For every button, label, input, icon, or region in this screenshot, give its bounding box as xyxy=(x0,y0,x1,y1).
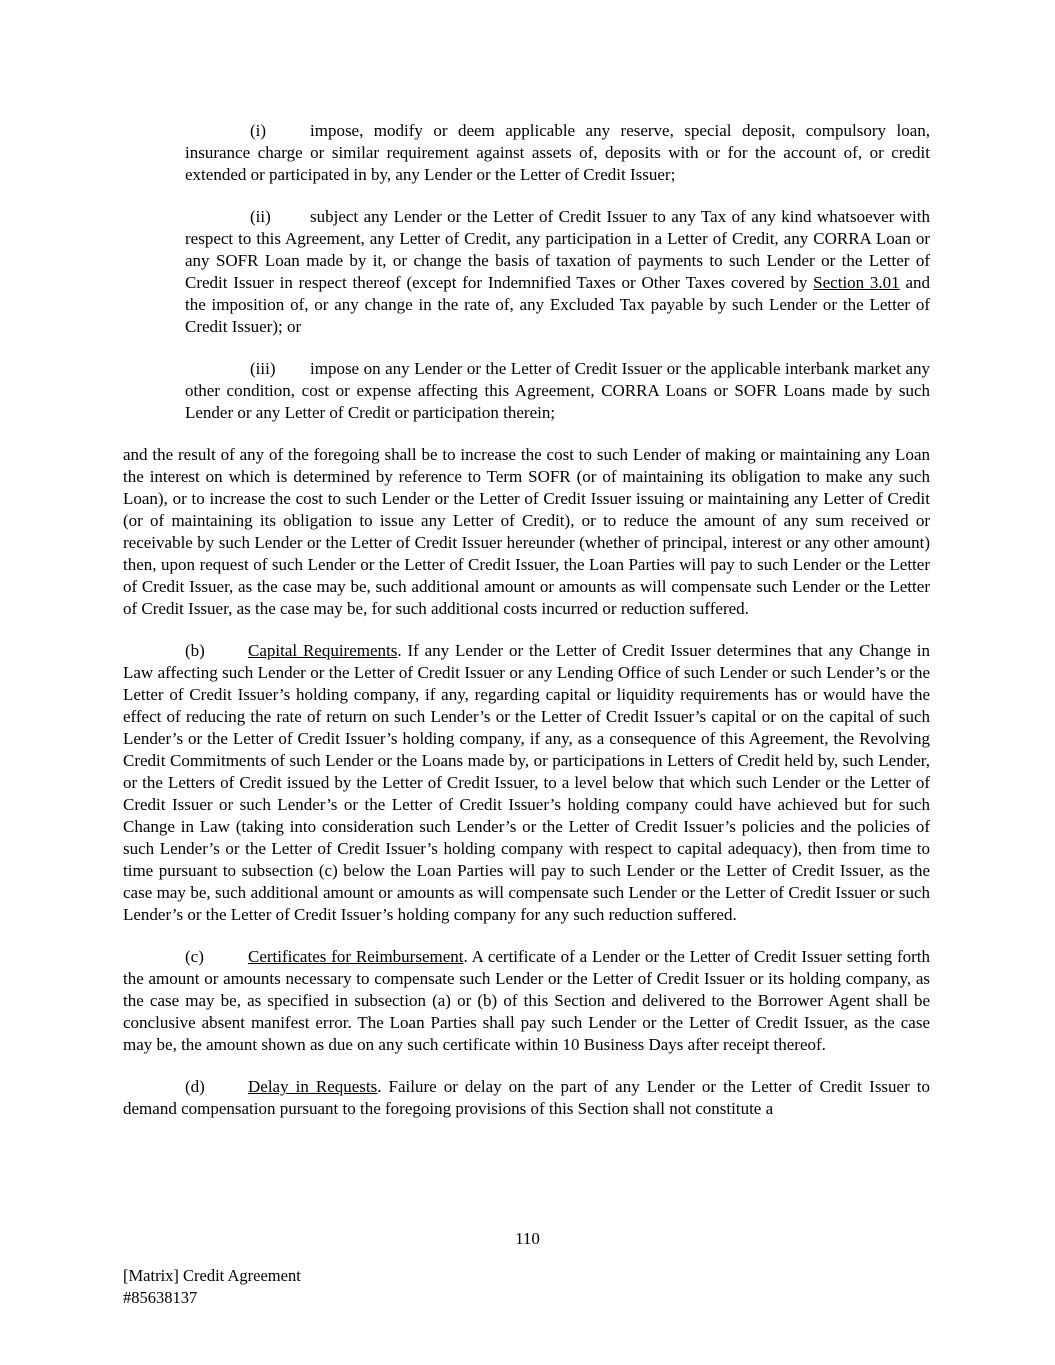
paragraph-label: (iii) xyxy=(250,359,276,378)
paragraph-text: and the imposition of, or any change in the rate of, any Excluded Tax payable by such Lender or the Letter of Credit Issuer); or xyxy=(185,273,931,336)
document-footer xyxy=(123,1265,301,1309)
paragraph-text: subject any Lender or the Letter of Credit Issuer to any Tax of any kind whatsoever with respect to this Agreement, any Letter of Credit, any participation in a Letter of Credit, any CORRA Loan or any SOFR Loan made by it, or change the basis of taxation of payments to such Lender or the Letter of Credit Issuer in respect thereof (except for Indemnified Taxes or Other Taxes covered by xyxy=(185,207,930,292)
underlined-text: Delay in Requests xyxy=(248,1077,378,1096)
paragraph-label: (b) xyxy=(185,641,205,660)
document-body xyxy=(123,120,930,1140)
paragraph-text: . A certificate of a Lender or the Letter of Credit Issuer setting forth the amount or amounts necessary to compensate such Lender or the Letter of Credit Issuer or its holding company, as the case may be, as specified in subsection (a) or (b) of this Section and delivered to the Borrower Agent shall be conclusive absent manifest error. The Loan Parties shall pay such Lender or the Letter of Credit Issuer, as the case may be, the amount shown as due on any such certificate within 10 Business Days after receipt thereof. xyxy=(123,947,930,1054)
paragraph-b xyxy=(123,640,930,926)
paragraph-c xyxy=(123,946,930,1056)
paragraph-ii xyxy=(185,206,930,338)
paragraph-label: (c) xyxy=(185,947,204,966)
paragraph-label: (d) xyxy=(185,1077,205,1096)
paragraph-d xyxy=(123,1076,930,1120)
paragraph-text: impose, modify or deem applicable any reserve, special deposit, compulsory loan, insurance charge or similar requirement against assets of, deposits with or for the account of, or credit extended or participated in by, any Lender or the Letter of Credit Issuer; xyxy=(185,121,930,184)
footer-doc-title: [Matrix] Credit Agreement xyxy=(123,1266,301,1285)
underlined-text: Certificates for Reimbursement xyxy=(248,947,464,966)
paragraph-text: . Failure or delay on the part of any Lender or the Letter of Credit Issuer to demand compensation pursuant to the foregoing provisions of this Section shall not constitute a xyxy=(123,1077,931,1118)
underlined-text: Section 3.01 xyxy=(813,273,900,292)
paragraph-text: and the result of any of the foregoing shall be to increase the cost to such Lender of making or maintaining any Loan the interest on which is determined by reference to Term SOFR (or of maintaining its obligation to make any such Loan), or to increase the cost to such Lender or the Letter of Credit Issuer issuing or maintaining any Letter of Credit (or of maintaining its obligation to issue any Letter of Credit), or to reduce the amount of any sum received or receivable by such Lender or the Letter of Credit Issuer hereunder (whether of principal, interest or any other amount) then, upon request of such Lender or the Letter of Credit Issuer, the Loan Parties will pay to such Lender or the Letter of Credit Issuer, as the case may be, such additional amount or amounts as will compensate such Lender or the Letter of Credit Issuer, as the case may be, for such additional costs incurred or reduction suffered. xyxy=(123,445,930,618)
paragraph-i xyxy=(185,120,930,186)
page-number: 110 xyxy=(515,1229,540,1248)
paragraph-label: (ii) xyxy=(250,207,271,226)
paragraph-body xyxy=(123,444,930,620)
footer-doc-id: #85638137 xyxy=(123,1288,198,1307)
paragraph-label: (i) xyxy=(250,121,267,140)
paragraph-text: impose on any Lender or the Letter of Credit Issuer or the applicable interbank market any other condition, cost or expense affecting this Agreement, CORRA Loans or SOFR Loans made by such Lender or any Letter of Credit or participation therein; xyxy=(185,359,930,422)
underlined-text: Capital Requirements xyxy=(248,641,398,660)
paragraph-text: . If any Lender or the Letter of Credit Issuer determines that any Change in Law affecting such Lender or the Letter of Credit Issuer or any Lending Office of such Lender or such Lender’s or the Letter of Credit Issuer’s holding company, if any, regarding capital or liquidity requirements has or would have the effect of reducing the rate of return on such Lender’s or the Letter of Credit Issuer’s capital or on the capital of such Lender’s or the Letter of Credit Issuer’s holding company, if any, as a consequence of this Agreement, the Revolving Credit Commitments of such Lender or the Loans made by, or participations in Letters of Credit held by, such Lender, or the Letters of Credit issued by the Letter of Credit Issuer, to a level below that which such Lender or the Letter of Credit Issuer or such Lender’s or the Letter of Credit Issuer’s holding company could have achieved but for such Change in Law (taking into consideration such Lender’s or the Letter of Credit Issuer’s policies and the policies of such Lender’s or the Letter of Credit Issuer’s holding company with respect to capital adequacy), then from time to time pursuant to subsection (c) below the Loan Parties will pay to such Lender or the Letter of Credit Issuer, as the case may be, such additional amount or amounts as will compensate such Lender or the Letter of Credit Issuer or such Lender’s or the Letter of Credit Issuer’s holding company for any such reduction suffered. xyxy=(123,641,930,924)
paragraph-iii xyxy=(185,358,930,424)
